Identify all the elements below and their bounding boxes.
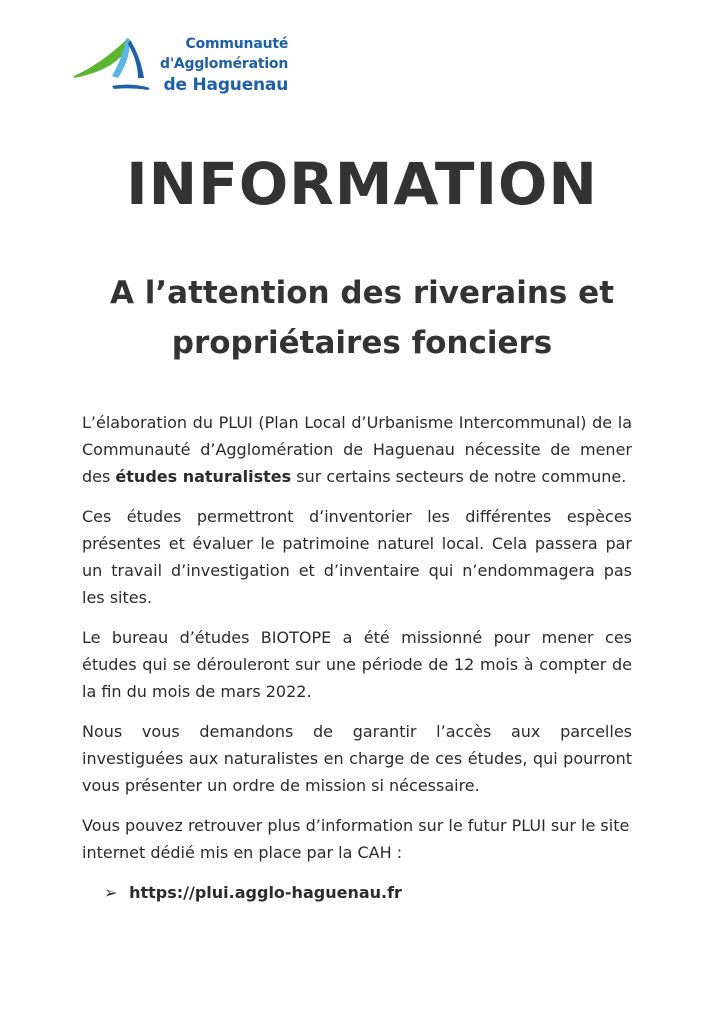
cah-logo bbox=[72, 30, 289, 100]
logo-line-3: de Haguenau bbox=[163, 75, 289, 95]
paragraph-plui bbox=[82, 409, 632, 490]
cah-logo-mark-icon bbox=[72, 32, 162, 94]
paragraph-website: Vous pouvez retrouver plus d’information sur le futur PLUI sur le site internet dédié mis en place par la CAH : bbox=[82, 816, 630, 862]
paragraph-biotope: Le bureau d’études BIOTOPE a été missionné pour mener ces études qui se dérouleront sur une période de 12 mois à compter de la fin du mois de mars 2022. bbox=[82, 628, 632, 701]
paragraph-access: Nous vous demandons de garantir l’accès aux parcelles investiguées aux naturalistes en charge de ces études, qui pourront vous présenter un ordre de mission si nécessaire. bbox=[82, 722, 632, 795]
arrow-bullet-icon: ➢ bbox=[104, 883, 118, 902]
document-body bbox=[82, 409, 632, 906]
paragraph-studies: Ces études permettront d’inventorier les différentes espèces présentes et évaluer le patrimoine naturel local. Cela passera par un travail d’investigation et d’inventaire qui n’endommagera pas les sites. bbox=[82, 507, 632, 607]
logo-line-1: Communauté bbox=[185, 36, 289, 52]
subtitle-line-2: propriétaires fonciers bbox=[171, 325, 553, 361]
paragraph-plui-emphasis: études naturalistes bbox=[115, 467, 292, 486]
website-link-row bbox=[104, 879, 632, 906]
website-url: https://plui.agglo-haguenau.fr bbox=[129, 883, 402, 902]
cah-logo-text bbox=[160, 34, 288, 96]
page-subtitle bbox=[0, 268, 724, 368]
paragraph-plui-text-start: L’élaboration du PLUI (Plan Local d’Urbanisme Intercommunal) de la Communauté d’Agglomération de Haguenau nécessite de mener des bbox=[82, 413, 632, 486]
paragraph-plui-text-end: sur certains secteurs de notre commune. bbox=[291, 467, 627, 486]
subtitle-line-1: A l’attention des riverains et bbox=[109, 275, 615, 311]
logo-line-2: d'Agglomération bbox=[160, 56, 289, 72]
page-title: INFORMATION bbox=[126, 150, 598, 218]
